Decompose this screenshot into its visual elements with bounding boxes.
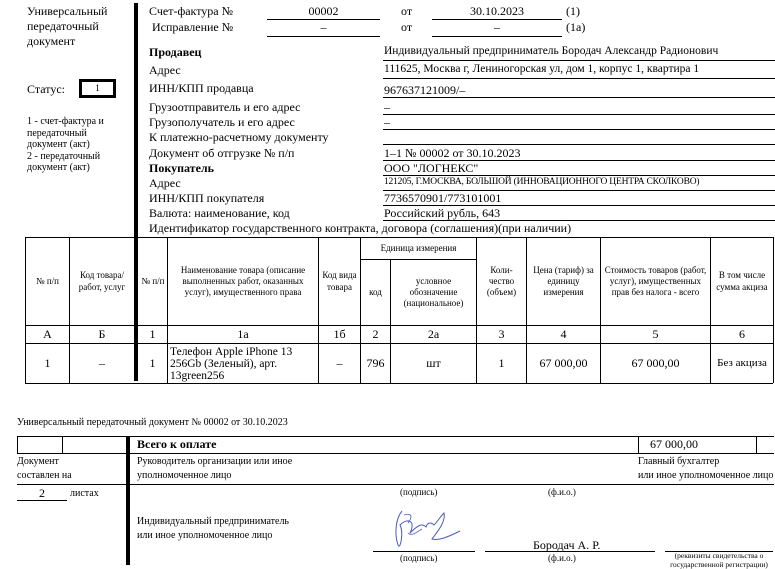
table-line <box>710 237 711 383</box>
row-unit-code: 796 <box>366 356 385 370</box>
accountant-label-line: Главный бухгалтер <box>638 456 720 467</box>
header-cost: Стоимость товаров (работ, услуг), имущественных прав без налога - всего <box>604 264 707 298</box>
pages-suffix: листах <box>70 488 99 499</box>
ip-name: Бородач А. Р. <box>533 538 601 552</box>
name-caption: (ф.и.о.) <box>548 487 576 497</box>
index-cell: Б <box>98 327 106 341</box>
from-label: от <box>401 4 413 18</box>
correction-label: Исправление № <box>152 20 234 34</box>
field-label: Документ об отгрузке № п/п <box>149 146 295 160</box>
header-code: Код товара/ работ, услуг <box>78 270 126 292</box>
doc-type-line: Универсальный <box>27 4 108 18</box>
mark-1: (1) <box>566 4 580 18</box>
field-value-seller: Индивидуальный предприниматель Бородач Александр Радионович <box>384 45 719 57</box>
underline <box>383 144 775 145</box>
invoice-date: 30.10.2023 <box>470 4 524 18</box>
pages-label-line: Документ <box>17 456 59 467</box>
index-cell: 1б <box>333 327 346 341</box>
legend-line: документ (акт) <box>27 162 90 173</box>
underline <box>383 60 775 61</box>
signature-line <box>373 551 475 552</box>
header-qty: Коли-чество (объем) <box>486 264 517 298</box>
accountant-label-line: или иное уполномоченное лицо <box>638 470 774 481</box>
field-label: К платежно-расчетному документу <box>149 130 329 144</box>
field-value: 121205, Г.МОСКВА, БОЛЬШОЙ (ИННОВАЦИОННОГО ЦЕНТРА СКОЛКОВО) <box>384 177 700 187</box>
header-num2: № п/п <box>141 275 165 286</box>
index-cell: 2 <box>372 327 379 341</box>
underline <box>383 129 775 130</box>
table-line <box>17 436 18 453</box>
head-label-line: Руководитель организации или иное <box>137 456 293 467</box>
field-label: Грузоотправитель и его адрес <box>149 100 301 114</box>
table-line <box>62 436 63 453</box>
row-cost: 67 000,00 <box>631 356 680 370</box>
name-line <box>485 551 655 552</box>
document-type <box>27 4 107 49</box>
legend-line: документ (акт) <box>27 139 90 150</box>
signature-stroke <box>396 511 460 546</box>
field-label: Грузополучатель и его адрес <box>149 115 295 129</box>
index-cell: 2а <box>427 327 440 341</box>
header-excise: В том числе сумма акциза <box>716 270 768 292</box>
field-value: Российский рубль, 643 <box>384 206 501 220</box>
contract-label: Идентификатор государственного контракта, договора (соглашения)(при наличии) <box>149 221 572 235</box>
requisites-caption: (реквизиты свидетельства о государственной регистрации) <box>670 551 768 569</box>
legend-line: 2 - передаточный <box>27 150 101 162</box>
index-cell: 6 <box>739 327 745 341</box>
field-label: Валюта: наименование, код <box>149 206 290 220</box>
invoice-number: 00002 <box>308 4 339 18</box>
row-num: 1 <box>44 356 51 370</box>
field-value: 111625, Москва г, Лениногорская ул, дом 1, корпус 1, квартира 1 <box>384 63 700 75</box>
row-excise: Без акциза <box>717 356 767 369</box>
doc-type-line: документ <box>27 34 76 48</box>
field-label: ИНН/КПП продавца <box>149 81 254 95</box>
table-line <box>17 484 774 485</box>
field-label: Адрес <box>149 176 181 190</box>
header-price: Цена (тариф) за единицу измерения <box>533 264 594 298</box>
signature-image <box>388 503 468 553</box>
index-cell: А <box>43 327 52 341</box>
row-qty: 1 <box>498 356 505 370</box>
signature-caption: (подпись) <box>400 487 438 497</box>
correction-number: – <box>320 20 327 34</box>
header-unit-name: условное обозначение (национальное) <box>403 275 464 309</box>
table-line <box>773 237 774 383</box>
row-unit-name: шт <box>426 356 441 370</box>
status-legend <box>27 116 104 174</box>
legend-line: 1 - счет-фактура и <box>27 116 104 127</box>
header-name: Наименование товара (описание выполненных работ, оказанных услуг), имущественного права <box>180 264 306 298</box>
field-label-buyer: Покупатель <box>149 161 214 175</box>
table-line <box>25 383 773 384</box>
underline <box>383 78 775 79</box>
mark-1a: (1а) <box>566 20 586 34</box>
signature-stroke <box>404 514 422 534</box>
header-unit-group: Единица измерения <box>380 242 457 253</box>
head-label-line: уполномоченное лицо <box>137 470 232 481</box>
table-line <box>756 436 757 453</box>
underline <box>17 500 67 501</box>
underline <box>383 97 775 98</box>
table-line <box>638 436 639 453</box>
field-value: 967637121009/– <box>384 83 466 97</box>
table-line <box>17 453 774 454</box>
index-cell: 4 <box>560 327 567 341</box>
name-caption: (ф.и.о.) <box>548 553 576 563</box>
row-code: – <box>99 356 105 370</box>
underline <box>267 36 380 37</box>
invoice-label: Счет-фактура № <box>149 4 234 18</box>
doc-type-line: передаточный <box>27 19 99 33</box>
ip-label <box>137 515 289 543</box>
status-value-box: 1 <box>79 79 116 98</box>
pages-label-line: составлен на <box>17 470 72 481</box>
total-value: 67 000,00 <box>650 437 698 451</box>
row-price: 67 000,00 <box>539 356 588 370</box>
index-cell: 3 <box>498 327 505 341</box>
field-value: – <box>384 115 390 129</box>
header-kind: Код вида товара <box>322 270 357 292</box>
header-unit-code: код <box>369 286 382 297</box>
field-label: Адрес <box>149 63 181 77</box>
total-label: Всего к оплате <box>137 437 217 451</box>
table-line <box>167 237 168 383</box>
row-num2: 1 <box>149 356 156 370</box>
legend-line: передаточный <box>27 127 87 139</box>
field-value-buyer: ООО "ЛОГНЕКС" <box>384 161 479 175</box>
field-label-seller: Продавец <box>149 45 202 59</box>
accountant-label <box>638 455 773 483</box>
pages-label <box>17 455 72 483</box>
field-value: 7736570901/773101001 <box>384 191 502 205</box>
head-label <box>137 455 292 483</box>
field-value: – <box>384 100 390 114</box>
underline <box>383 175 775 176</box>
underline <box>432 36 562 37</box>
thick-divider <box>126 436 130 565</box>
underline <box>383 114 775 115</box>
ip-label-line: Индивидуальный предприниматель <box>137 516 289 527</box>
status-label: Статус: <box>27 82 65 96</box>
header-num: № п/п <box>36 275 59 286</box>
pages-count: 2 <box>39 486 45 500</box>
index-cell: 5 <box>652 327 659 341</box>
correction-date: – <box>494 20 500 34</box>
footer-title: Универсальный передаточный документ № 00002 от 30.10.2023 <box>17 417 288 428</box>
index-cell: 1 <box>149 327 156 341</box>
row-name: Телефон Apple iPhone 13 256Gb (Зеленый), арт. 13green256 <box>170 345 293 382</box>
signature-caption: (подпись) <box>400 553 438 563</box>
field-label: ИНН/КПП покупателя <box>149 191 265 205</box>
ip-label-line: или иное уполномоченное лицо <box>137 530 273 541</box>
index-cell: 1а <box>237 327 249 341</box>
row-kind: – <box>336 356 343 370</box>
from-label: от <box>401 20 413 34</box>
field-value: 1–1 № 00002 от 30.10.2023 <box>384 146 521 160</box>
